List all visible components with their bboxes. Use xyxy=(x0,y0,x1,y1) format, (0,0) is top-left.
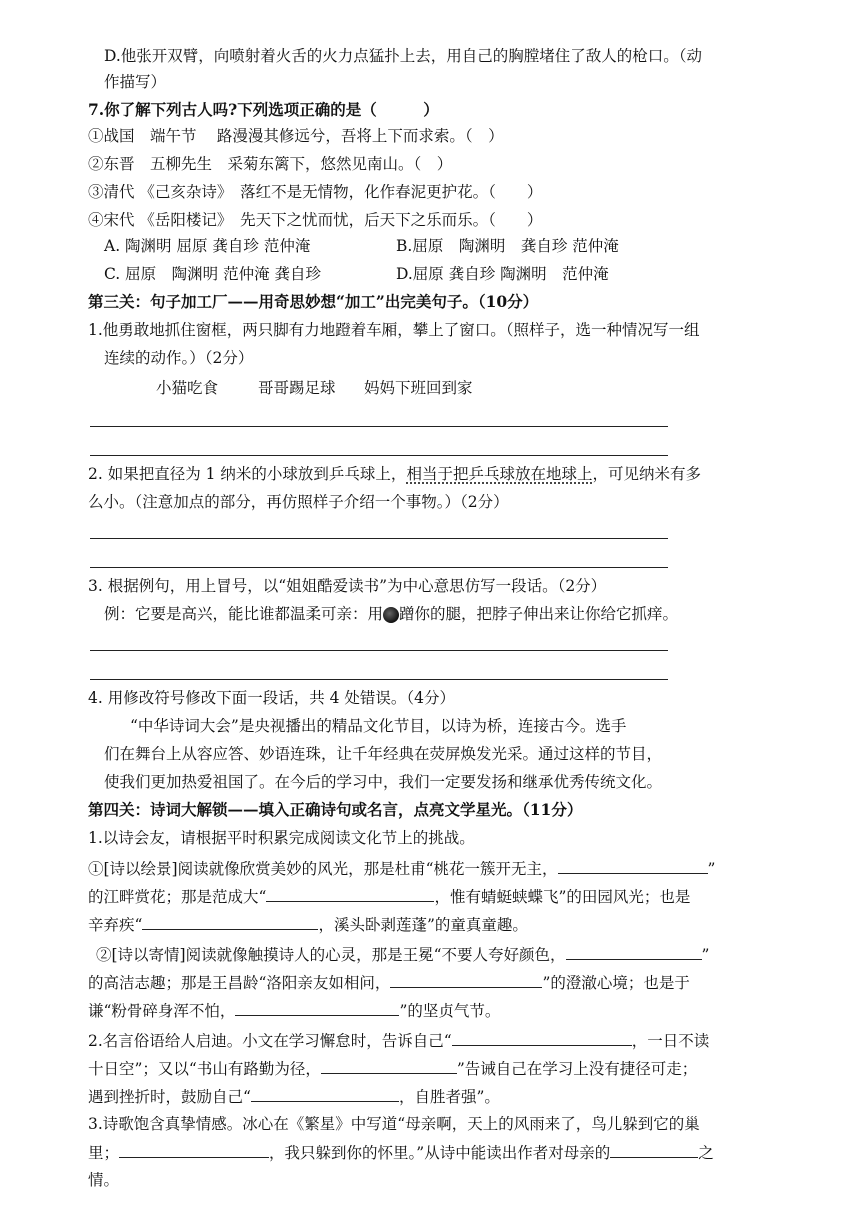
s4-q1-intro: 1.以诗会友，请根据平时积累完成阅读文化节上的挑战。 xyxy=(88,829,475,847)
fill-blank[interactable] xyxy=(266,884,434,902)
s4-q3-line3: 情。 xyxy=(88,1171,120,1189)
q7-item-1: ①战国 端午节 路漫漫其修远兮，吾将上下而求索。（ ） xyxy=(88,127,504,145)
s4-q2-line2: 十日空”；又以“书山有路勤为径， ”告诫自己在学习上没有捷径可走； xyxy=(88,1056,697,1081)
fill-blank[interactable] xyxy=(558,856,708,874)
fill-blank[interactable] xyxy=(610,1140,698,1158)
q6-option-d-line1: D.他张开双臂，向喷射着火舌的火力点猛扑上去，用自己的胸膛堵住了敌人的枪口。（动 xyxy=(104,47,703,65)
s3-q2-line1: 2. 如果把直径为 1 纳米的小球放到乒乓球上，相当于把乒乓球放在地球上，可见纳米有多 xyxy=(88,465,701,483)
s3-q3-example: 例：它要是高兴，能比谁都温柔可亲：用 蹭你的腿，把脖子伸出来让你给它抓痒。 xyxy=(104,605,679,623)
ink-blot xyxy=(383,607,399,623)
s3-q4-title: 4. 用修改符号修改下面一段话，共 4 处错误。（4分） xyxy=(88,689,456,707)
fill-blank[interactable] xyxy=(235,998,399,1016)
q7-option-a: A. 陶渊明 屈原 龚自珍 范仲淹 xyxy=(104,237,311,255)
s3-q1-choice-1: 小猫吃食 xyxy=(156,379,219,397)
s3-q1-choice-3: 妈妈下班回到家 xyxy=(364,379,473,397)
s3-q1-line2: 连续的动作。）（2分） xyxy=(104,349,254,367)
s4-p2-line1: ②[诗以寄情]阅读就像触摸诗人的心灵，那是王冕“不要人夸好颜色， ” xyxy=(96,942,709,967)
s4-p1-line2: 的江畔赏花；那是范成大“ ，惟有蜻蜓蛱蝶飞”的田园风光；也是 xyxy=(88,884,690,909)
s4-p2-line2: 的高洁志趣；那是王昌龄“洛阳亲友如相问， ”的澄澈心境；也是于 xyxy=(88,970,690,995)
fill-blank[interactable] xyxy=(452,1028,632,1046)
q7-item-3: ③清代 《己亥杂诗》 落红不是无情物，化作春泥更护花。（ ） xyxy=(88,183,543,201)
q7-option-d: D.屈原 龚自珍 陶渊明 范仲淹 xyxy=(396,265,609,283)
q7-title: 7.你了解下列古人吗?下列选项正确的是（ ） xyxy=(88,100,439,119)
answer-line[interactable] xyxy=(90,426,668,427)
section3-title: 第三关：句子加工厂——用奇思妙想“加工”出完美句子。（10分） xyxy=(88,292,539,311)
fill-blank[interactable] xyxy=(142,912,318,930)
answer-line[interactable] xyxy=(90,455,668,456)
s3-q1-line1: 1.他勇敢地抓住窗框，两只脚有力地蹬着车厢，攀上了窗口。（照样子，选一种情况写一组 xyxy=(88,321,700,339)
fill-blank[interactable] xyxy=(119,1140,269,1158)
s3-q1-choice-2: 哥哥踢足球 xyxy=(258,379,336,397)
s3-q4-para-line2: 们在舞台上从容应答、妙语连珠，让千年经典在荧屏焕发光采。通过这样的节目， xyxy=(104,745,663,763)
q7-item-2: ②东晋 五柳先生 采菊东篱下，悠然见南山。（ ） xyxy=(88,155,453,173)
answer-line[interactable] xyxy=(90,538,668,539)
s4-q3-line1: 3.诗歌饱含真挚情感。冰心在《繁星》中写道“母亲啊，天上的风雨来了，鸟儿躲到它的巢 xyxy=(88,1115,700,1133)
answer-line[interactable] xyxy=(90,567,668,568)
s3-q4-para-line1: “中华诗词大会”是央视播出的精品文化节目，以诗为桥，连接古今。选手 xyxy=(130,717,627,735)
fill-blank[interactable] xyxy=(321,1056,457,1074)
answer-line[interactable] xyxy=(90,679,668,680)
fill-blank[interactable] xyxy=(251,1084,399,1102)
s4-q2-line1: 2.名言俗语给人启迪。小文在学习懈怠时，告诉自己“ ，一日不读 xyxy=(88,1028,709,1053)
s4-q2-line3: 遇到挫折时，鼓励自己“ ，自胜者强”。 xyxy=(88,1084,500,1109)
q7-option-c: C. 屈原 陶渊明 范仲淹 龚自珍 xyxy=(104,265,322,283)
q6-option-d-line2: 作描写） xyxy=(104,73,167,91)
s4-p1-line3: 辛弃疾“ ，溪头卧剥莲蓬”的童真童趣。 xyxy=(88,912,528,937)
q7-option-b: B.屈原 陶渊明 龚自珍 范仲淹 xyxy=(396,237,619,255)
s3-q2-line2: 么小。（注意加点的部分，再仿照样子介绍一个事物。）（2分） xyxy=(88,493,509,511)
s4-p1-line1: ①[诗以绘景]阅读就像欣赏美妙的风光，那是杜甫“桃花一簇开无主， ” xyxy=(88,856,715,881)
fill-blank[interactable] xyxy=(566,942,702,960)
s4-q3-line2: 里； ，我只躲到你的怀里。”从诗中能读出作者对母亲的 之 xyxy=(88,1140,714,1165)
answer-line[interactable] xyxy=(90,650,668,651)
q7-item-4: ④宋代 《岳阳楼记》 先天下之忧而忧，后天下之乐而乐。（ ） xyxy=(88,211,543,229)
s3-q3-line1: 3. 根据例句，用上冒号，以“姐姐酷爱读书”为中心意思仿写一段话。（2分） xyxy=(88,577,607,595)
fill-blank[interactable] xyxy=(390,970,542,988)
section4-title: 第四关：诗词大解锁——填入正确诗句或名言，点亮文学星光。（11分） xyxy=(88,800,583,819)
s4-p2-line3: 谦“粉骨碎身浑不怕， ”的坚贞气节。 xyxy=(88,998,500,1023)
s3-q4-para-line3: 使我们更加热爱祖国了。在今后的学习中，我们一定要发扬和继承优秀传统文化。 xyxy=(104,773,663,791)
